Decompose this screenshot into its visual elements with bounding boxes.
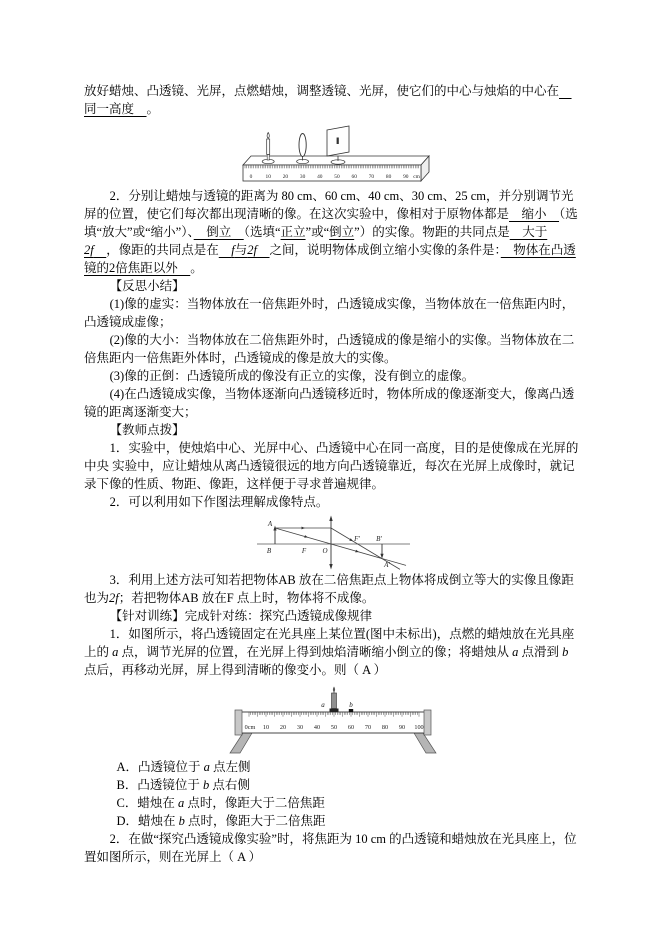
ray-labels [266,520,390,569]
ruler-number: 90 [402,174,408,180]
label-object-base: B [266,547,271,555]
teacher-tip-3: 3．利用上述方法可知若把物体AB 放在二倍焦距点上物体将成倒立等大的实像且像距也为2f；若把物体AB 放在F 点上时，物体将不成像。 [84,573,574,605]
ruler-number: 60 [351,174,357,180]
heading-targeted-training: 【针对训练】完成针对练：探究凸透镜成像规律 [109,609,373,623]
lens-arrow [329,516,332,570]
point-labels [321,701,353,709]
option-c: C．蜡烛在 a 点时，像距大于二倍焦距 [116,796,325,810]
question-1: 1．如图所示，将凸透镜固定在光具座上某位置(图中未标出)，点燃的蜡烛放在光具座上的 a 点，调节光屏的位置，在光屏上得到烛焰清晰缩小倒立的像；将蜡烛从 a 点滑到 b 点后，再移动光屏，屏上得到清晰的像变小。则（ A ） [84,627,575,677]
label-image-base: B′ [375,535,382,543]
ray-diagram [253,512,413,570]
ruler-number: 10 [265,174,271,180]
label-point-b: b [348,701,353,709]
ruler-unit: cm [412,174,420,180]
option-b: B．凸透镜位于 b 点右侧 [116,778,250,792]
reflection-item-3: (3)像的正倒：凸透镜所成的像没有正立的实像，没有倒立的虚像。 [109,369,475,383]
reflection-item-2: (2)像的大小：当物体放在二倍焦距外时，凸透镜成的像是缩小的实像。当物体放在二倍焦距内一倍焦距外体时，凸透镜成的像是放大的实像。 [84,333,575,365]
ruler-number: 30 [299,174,305,180]
reflection-item-1: (1)像的虚实：当物体放在一倍焦距外时，凸透镜成实像，当物体放在一倍焦距内时，凸透镜成虚像； [84,297,575,329]
ray-parallel [275,527,331,530]
label-object-top: A [267,520,272,528]
bench-legs [230,733,436,753]
ruler-number: 10 [262,724,269,731]
option-a: A．凸透镜位于 a 点左侧 [116,760,251,774]
ruler-number: 0 [249,174,252,180]
ruler-number: 30 [296,724,303,731]
ruler-number: 100 [413,724,424,731]
ruler-number: 40 [316,174,322,180]
label-point-a: a [320,701,325,709]
ruler-bench-diagram [223,683,443,755]
question-2: 2．在做“探究凸透镜成像实验”时，将焦距为 10 cm 的凸透镜和蜡烛放在光具座上，位置如图所示，则在光屏上（ A ） [84,832,577,864]
teacher-tip-1: 1．实验中，使烛焰中心、光屏中心、凸透镜中心在同一高度，目的是使像成在光屏的中央 实验中，应让蜡烛从离凸透镜很远的地方向凸透镜靠近，每次在光屏上成像时，就记录下像的性质、物距、像距，这样便于寻求普遍规律。 [84,441,579,491]
teacher-tip-2: 2．可以利用如下作图法理解成像特点。 [109,495,329,509]
ruler-number: 80 [381,724,388,731]
figure-optical-bench [84,121,581,183]
ruler-number: 0cm [244,724,255,731]
worksheet-page [84,82,581,866]
label-focus-right: F′ [353,535,360,543]
ruler-number: 50 [333,174,340,180]
ruler-number: 70 [368,174,374,180]
ruler-number: 60 [347,724,354,731]
ruler-ticks [249,713,419,717]
heading-reflection: 【反思小结】 [109,279,185,293]
paragraph-q2-observation: 2．分别让蜡烛与透镜的距离为 80 cm、60 cm、40 cm、30 cm、25 cm，并分别调节光屏的位置，使它们每次都出现清晰的像。在这次实验中，像相对于原物体都是 缩小 （选填“放大”或“缩小”）、 倒立 （选填“正立”或“倒立”）的实像。物距的共同点是 大于 2f ，像距的共同点是在 f与2f 之间，说明物体成倒立缩小实像的条件是： 物体在凸透镜的2倍焦距以外 。 [84,189,578,275]
label-image-tip: A′ [383,561,390,569]
ruler-number: 70 [364,724,371,731]
heading-teacher-tips: 【教师点拨】 [109,423,185,437]
ruler-number: 90 [398,724,405,731]
optical-bench-diagram [235,121,431,183]
ruler-number: 20 [282,174,288,180]
candle-icon [329,687,338,713]
ruler-number: 50 [330,724,337,731]
label-optical-center: O [321,547,328,555]
reflection-item-4: (4)在凸透镜成实像，当物体逐渐向凸透镜移近时，物体所成的像逐渐变大，像离凸透镜的距离逐渐变大； [84,387,575,419]
ruler-number: 40 [313,724,320,731]
flame-icon [267,133,269,139]
point-b-marker [348,709,352,712]
ruler-number: 80 [385,174,391,180]
ruler-number: 20 [279,724,286,731]
image-arrow [380,544,383,559]
paragraph-setup: 放好蜡烛、凸透镜、光屏，点燃蜡烛，调整透镜、光屏，使它们的中心与烛焰的中心在 同一高度 。 [84,84,572,116]
flame-icon [332,687,334,693]
figure-ray-diagram [84,512,581,570]
option-d: D．蜡烛在 b 点时，像距大于二倍焦距 [116,814,326,828]
figure-ruler-bench [84,683,581,755]
label-focus-left: F [301,547,306,555]
